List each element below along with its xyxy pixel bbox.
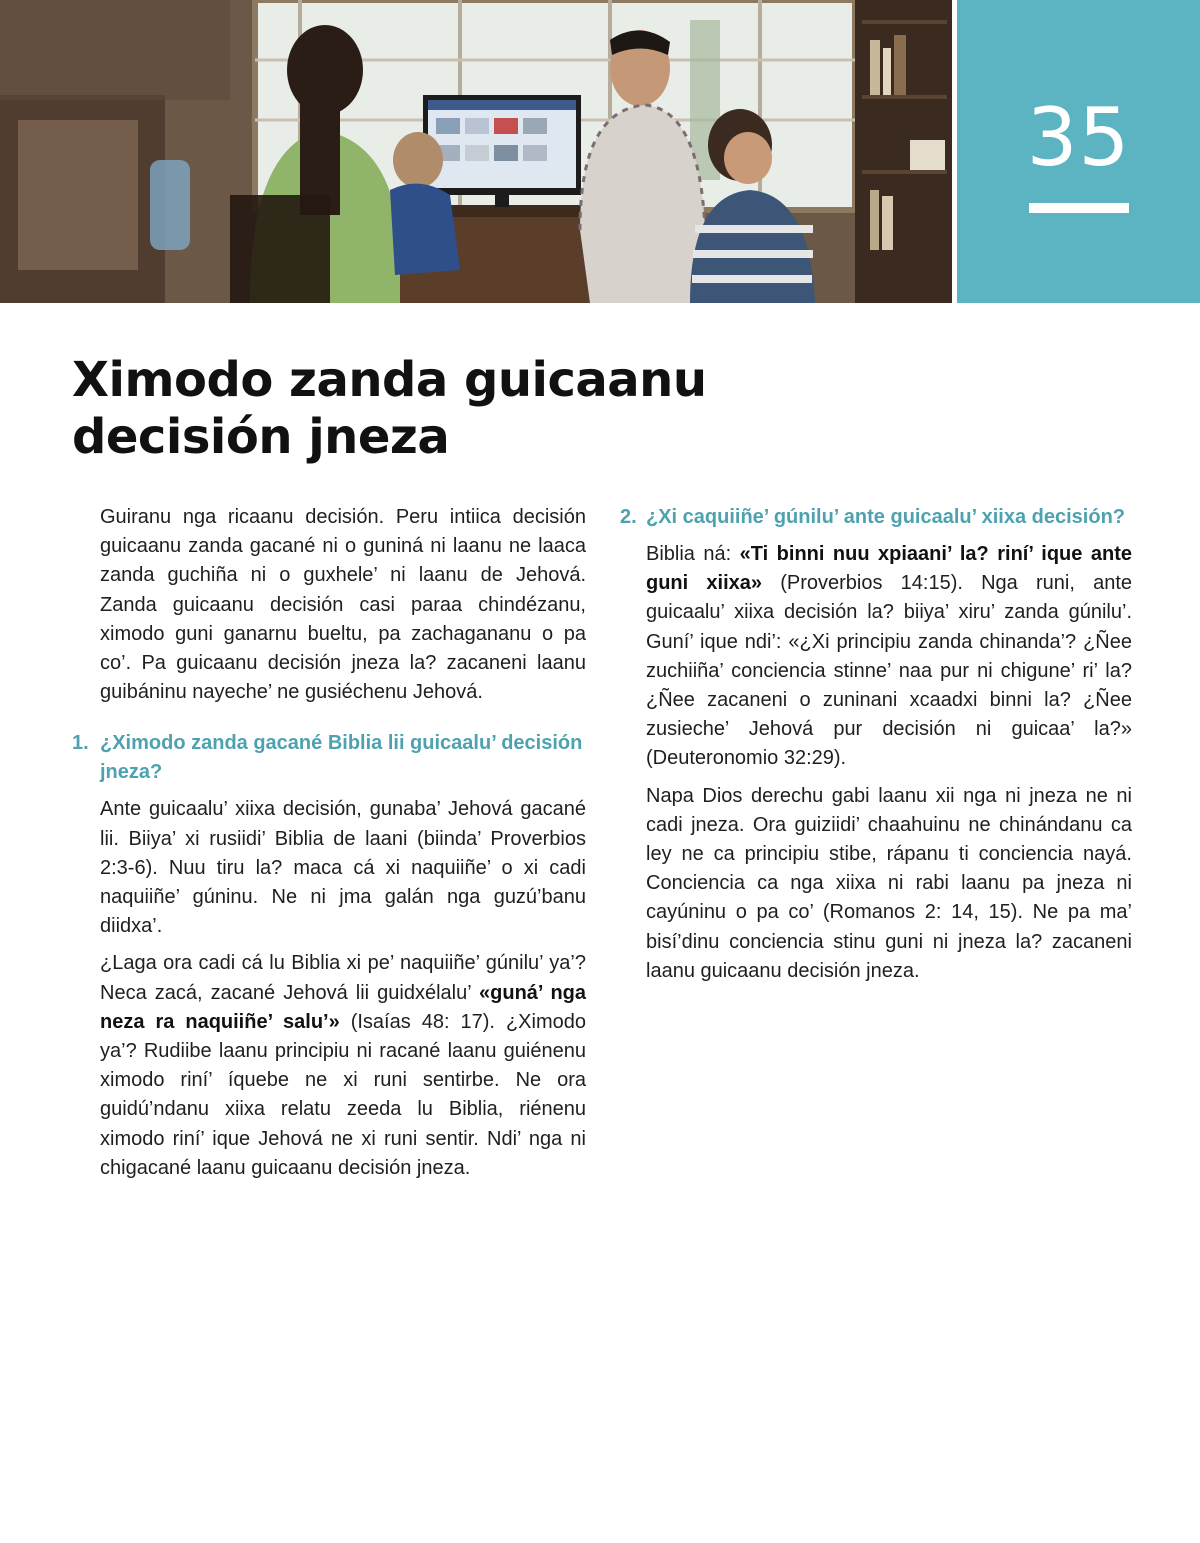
section-2-paragraph-1 [646, 540, 1132, 774]
chapter-underline [1029, 203, 1129, 213]
section-2-paragraph-2: Napa Dios derechu gabi laanu xii nga ni jneza ne ni cadi jneza. Ora guiziidi’ chaahuinu ne chinándanu ca ley ne ca principiu stibe, rápanu ti conciencia nayá. Conciencia ca nga xiixa ni rabi laanu pa jneza ni cayúninu o pa co’ (Romanos 2: 14, 15). Ne pa ma’ bisí’dinu conciencia stinu guni ni jneza la? zacaneni laanu guicaanu decisión jneza. [646, 784, 1132, 982]
section-2-number: 2. [620, 506, 637, 528]
section-2-p1-quote: «Ti binni nuu xpiaani’ la? riní’ ique ante guni xiixa» [646, 543, 1132, 595]
section-1-paragraph-2 [100, 949, 586, 1183]
header-photo [0, 0, 952, 303]
intro-paragraph: Guiranu nga ricaanu decisión. Peru intiica decisión guicaanu zanda gacané ni o guniná ni laanu ne laaca zanda guchiña ni o guxhele’ ni laanu de Jehová. Zanda guicaanu decisión casi paraa chindézanu, ximodo guni ganarnu bueltu, pa zachagananu o pa co’. Pa guicaanu decisión jneza la? zacaneni laanu guibáninu nayeche’ ne gusiéchenu Jehová. [100, 506, 586, 704]
section-2-heading [620, 503, 1132, 532]
section-2-question: ¿Xi caquiiñe’ gúnilu’ ante guicaalu’ xiixa decisión? [646, 506, 1126, 528]
section-2-p1-text-b: (Proverbios 14:15). Nga runi, ante guicaalu’ xiixa decisión la? biiya’ xiru’ zanda gúnilu’. Guní’ ique ndi’: «¿Xi principiu zanda chinanda’? ¿Ñee zuchiiña’ conciencia stinne’ naa pur ni chigune’ ri’ la? ¿Ñee zacaneni o zuninani xcaadxi binni la? ¿Ñee zusieche’ Jehová pur decisión ni guicaa’ la?» (Deuteronomio 32:29). [646, 572, 1133, 770]
chapter-badge [957, 0, 1200, 303]
left-column [72, 503, 586, 1191]
section-1-paragraph-1: Ante guicaalu’ xiixa decisión, gunaba’ Jehová gacané lii. Biiya’ xi rusiidi’ Biblia de laani (biinda’ Proverbios 2:3-6). Nuu tiru la? maca cá xi naquiiñe’ o xi cadi naquiiñe’ gúninu. Ne ni jma galán nga guzú’banu diidxa’. [100, 798, 586, 938]
section-1-number: 1. [72, 732, 89, 755]
section-1-p2-text-a: ¿Laga ora cadi cá lu Biblia xi pe’ naquiiñe’ gúnilu’ ya’? Neca zacá, zacané Jehová lii guidxélalu’ [100, 952, 586, 1004]
section-2-p1-text-a: Biblia ná: [646, 543, 740, 565]
chapter-number: 35 [1026, 91, 1131, 184]
section-1-heading [72, 729, 586, 787]
right-column [620, 503, 1132, 994]
section-1-p2-quote: «guná’ nga neza ra naquiiñe’ salu’» [100, 981, 586, 1033]
section-1-question: ¿Ximodo zanda gacané Biblia lii guicaalu’ decisión jneza? [100, 732, 583, 784]
section-1-p2-text-b: (Isaías 48: 17). ¿Ximodo ya’? Rudiibe laanu principiu ni racané laanu guiénenu ximodo riní’ íquebe ne xi runi sentirbe. Ne ora guidú’ndanu xiixa relatu zeeda lu Biblia, riénenu ximodo riní’ ique Jehová ne xi runi sentir. Ndi’ nga ni chigacané laanu guicaanu decisión jneza. [100, 1010, 586, 1179]
page-title: Ximodo zanda guicaanu decisión jneza [72, 352, 707, 465]
